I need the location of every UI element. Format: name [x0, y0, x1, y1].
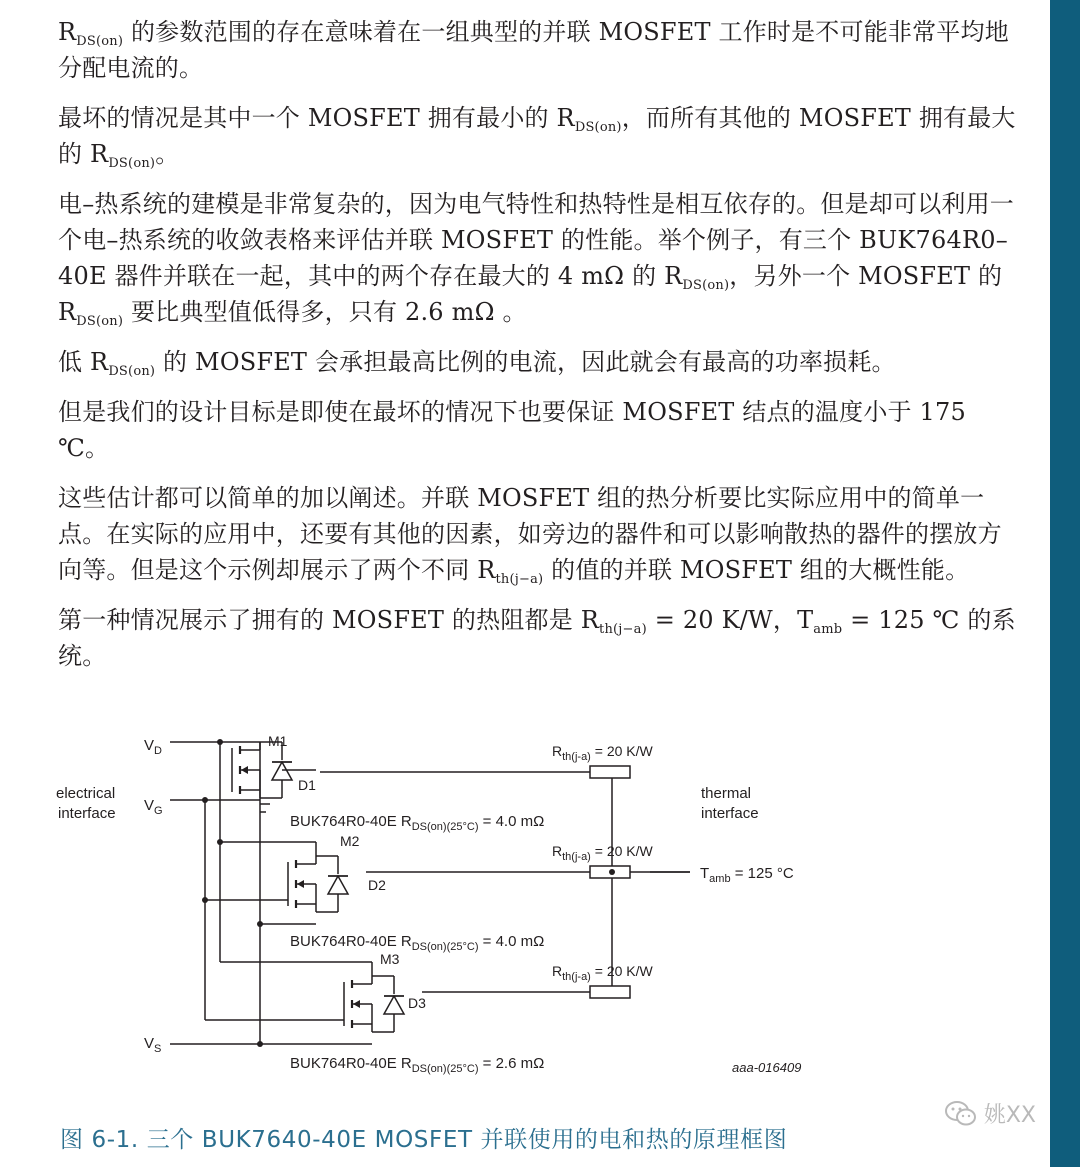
paragraph-5 — [58, 394, 1016, 466]
paragraph-7 — [58, 602, 1016, 674]
mosfet-m3 — [344, 976, 404, 1032]
rth-label-1: $R_{th(j-a)} = 20$ K/W — [552, 743, 653, 763]
vg-label: $V_G$ — [144, 797, 163, 817]
m2-label: M2 — [340, 833, 360, 849]
rds-subscript: DS(on) — [76, 314, 124, 329]
rds-subscript: DS(on) — [76, 34, 124, 49]
rds-subscript: DS(on) — [682, 278, 730, 293]
p4-text-a: 低 R — [58, 348, 109, 376]
p5-text-a: 但是我们的设计目标是即使在最坏的情况下也要保证 MOSFET 结点的温度小于 175 ℃。 — [58, 398, 966, 462]
m3-part-label: BUK764R0-40E $R_{DS(on)(25^\circ C)} = 2.6$ mΩ — [290, 1055, 545, 1075]
rth-label-2: $R_{th(j-a)} = 20$ K/W — [552, 843, 653, 863]
p1-text-a: R — [58, 18, 77, 46]
p2-text-b: ，而所有其他的 MOSFET 拥有最大的 R — [58, 104, 1016, 168]
d1-label: D1 — [298, 777, 316, 793]
p7-text-c: = 125 ℃ 的系统。 — [58, 606, 1016, 670]
paragraph-6 — [58, 480, 1016, 588]
electrical-label-2: interface — [58, 805, 116, 822]
rth-label-3: $R_{th(j-a)} = 20$ K/W — [552, 963, 653, 983]
resistor-cover — [592, 772, 628, 992]
m2-part-label: BUK764R0-40E $R_{DS(on)(25^\circ C)} = 4.0$ mΩ — [290, 933, 545, 953]
watermark-text: 姚XX — [983, 1103, 1036, 1128]
p3-text-b: ，另外一个 MOSFET 的 R — [58, 262, 1003, 326]
p7-text-b: = 20 K/W，T — [646, 606, 814, 634]
rth-subscript: th(j−a) — [599, 622, 647, 637]
p6-text-a: 这些估计都可以简单的加以阐述。并联 MOSFET 组的热分析要比实际应用中的简单一点。在实际的应用中，还要有其他的因素，如旁边的器件和可以影响散热的器件的摆放方向等。但是这个示例却展示了两个不同 R — [58, 484, 1002, 584]
watermark — [944, 1098, 1036, 1129]
rds-subscript: DS(on) — [108, 364, 156, 379]
p4-text-b: 的 MOSFET 会承担最高比例的电流，因此就会有最高的功率损耗。 — [155, 348, 896, 376]
rds-subscript: DS(on) — [108, 156, 156, 171]
d2-label: D2 — [368, 877, 386, 893]
figure-caption: 图 6-1. 三个 BUK7640-40E MOSFET 并联使用的电和热的原理框图 — [60, 1127, 788, 1153]
paragraph-4 — [58, 344, 1016, 380]
p1-text-b: 的参数范围的存在意味着在一组典型的并联 MOSFET 工作时是不可能非常平均地分配电流的。 — [58, 18, 1009, 82]
paragraph-1 — [58, 14, 1016, 86]
thermal-label-2: interface — [701, 805, 759, 822]
amb-subscript: amb — [813, 622, 843, 637]
p6-text-b: 的值的并联 MOSFET 组的大概性能。 — [543, 556, 970, 584]
tamb-label: $T_{amb} = 125$ °C — [700, 865, 794, 885]
m1-label: M1 — [268, 733, 288, 749]
thermal-label-1: thermal — [701, 785, 752, 802]
paragraph-3 — [58, 186, 1016, 330]
body-text — [58, 14, 1016, 688]
rth-subscript: th(j−a) — [495, 572, 544, 587]
page-edge-bar — [1050, 0, 1080, 1167]
d3-label: D3 — [408, 995, 426, 1011]
p7-text-a: 第一种情况展示了拥有的 MOSFET 的热阻都是 R — [58, 606, 600, 634]
p3-text-c: 要比典型值低得多，只有 2.6 mΩ 。 — [123, 298, 527, 326]
rds-subscript: DS(on) — [574, 120, 622, 135]
schematic-diagram — [50, 728, 830, 1083]
p3-text-a: 电–热系统的建模是非常复杂的，因为电气特性和热特性是相互依存的。但是却可以利用一个电–热系统的收敛表格来评估并联 MOSFET 的性能。举个例子，有三个 BUK764R0–40E 器件并联在一起，其中的两个存在最大的 4 mΩ 的 R — [58, 190, 1014, 290]
mosfet-m2 — [288, 856, 348, 912]
p2-text-a: 最坏的情况是其中一个 MOSFET 拥有最小的 R — [58, 104, 575, 132]
paragraph-2 — [58, 100, 1016, 172]
figure-id: aaa-016409 — [732, 1060, 802, 1075]
vs-label: $V_S$ — [144, 1035, 162, 1055]
m1-part-label: BUK764R0-40E $R_{DS(on)(25^\circ C)} = 4.0$ mΩ — [290, 813, 545, 833]
electrical-label-1: electrical — [56, 785, 116, 802]
wechat-icon — [944, 1100, 978, 1128]
vd-label: $V_D$ — [144, 737, 162, 757]
p2-text-c: 。 — [155, 140, 180, 168]
m3-label: M3 — [380, 951, 400, 967]
